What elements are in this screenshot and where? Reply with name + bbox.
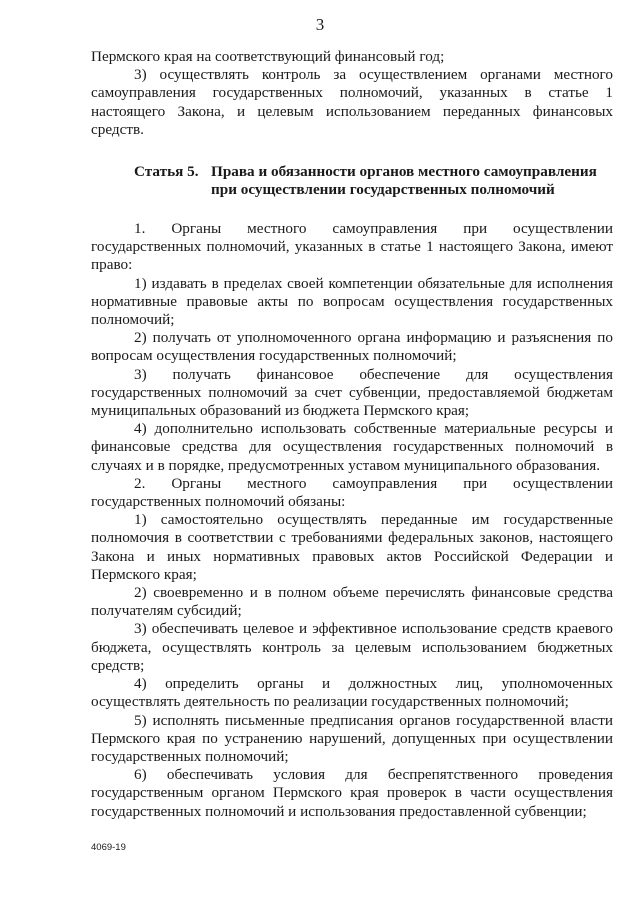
section1-lead: 1. Органы местного самоуправления при осуществлении государственных полномочий, указанных в статье 1 настоящего Закона, имеют право: xyxy=(91,220,613,274)
document-code: 4069-19 xyxy=(91,842,126,853)
article-heading xyxy=(91,163,613,198)
section2-item: 4) определить органы и должностных лиц, уполномоченных осуществлять деятельность по реализации государственных полномочий; xyxy=(91,675,613,711)
article-number: Статья 5. xyxy=(134,163,199,181)
intro-item: 3) осуществлять контроль за осуществлением органами местного самоуправления государственных полномочий, указанных в статье 1 настоящего Закона, и целевым использованием переданных финансовых средств. xyxy=(91,66,613,138)
section1-item: 4) дополнительно использовать собственные материальные ресурсы и финансовые средства для осуществления государственных полномочий в случаях и в порядке, предусмотренных уставом муниципального образования. xyxy=(91,420,613,474)
section2-item: 6) обеспечивать условия для беспрепятственного проведения государственным органом Пермского края проверок в части осуществления государственных полномочий и использования предоставленной субвенции; xyxy=(91,766,613,820)
article-title-line2: при осуществлении государственных полномочий xyxy=(211,180,555,198)
section2-item: 2) своевременно и в полном объеме перечислять финансовые средства получателям субсидий; xyxy=(91,584,613,620)
document-body xyxy=(91,48,613,821)
page-number: 3 xyxy=(315,15,325,34)
section2-item: 5) исполнять письменные предписания органов государственной власти Пермского края по устранению нарушений, допущенных при осуществлении государственных полномочий; xyxy=(91,711,613,765)
section1-item: 3) получать финансовое обеспечение для осуществления государственных полномочий за счет субвенции, предоставляемой бюджетам муниципальных образований из бюджета Пермского края; xyxy=(91,365,613,420)
section2-item: 1) самостоятельно осуществлять переданные им государственные полномочия в соответствии с требованиями федеральных законов, настоящего Закона и иных нормативных правовых актов Российской Федерации и Пермского края; xyxy=(91,511,613,583)
section2-lead: 2. Органы местного самоуправления при осуществлении государственных полномочий обязаны: xyxy=(91,474,613,511)
section1-item: 2) получать от уполномоченного органа информацию и разъяснения по вопросам осуществления государственных полномочий; xyxy=(91,329,613,365)
section1-item: 1) издавать в пределах своей компетенции обязательные для исполнения нормативные правовые акты по вопросам осуществления государственных полномочий; xyxy=(91,274,613,329)
section2-item: 3) обеспечивать целевое и эффективное использование средств краевого бюджета, осуществлять контроль за целевым использованием бюджетных средств; xyxy=(91,620,613,674)
continuation-text: Пермского края на соответствующий финансовый год; xyxy=(91,48,445,65)
article-title-line1: Права и обязанности органов местного самоуправления xyxy=(211,163,597,181)
